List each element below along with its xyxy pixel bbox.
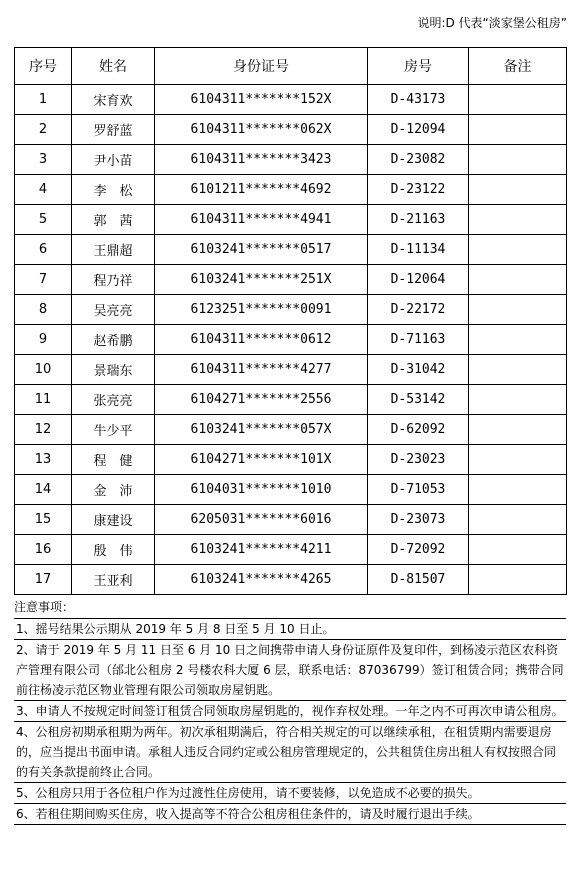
table-row (15, 85, 567, 115)
cell-name: 程 健 (72, 445, 155, 475)
notice-item: 1、摇号结果公示期从 2019 年 5 月 8 日至 5 月 10 日止。 (14, 619, 566, 640)
cell-id: 6104311*******152X (155, 85, 368, 115)
cell-name: 赵希鹏 (72, 325, 155, 355)
cell-room: D-71163 (368, 325, 469, 355)
cell-room: D-23122 (368, 175, 469, 205)
allocation-table (14, 47, 567, 595)
cell-no: 13 (15, 445, 72, 475)
cell-no: 10 (15, 355, 72, 385)
notice-item: 4、公租房初期承租期为两年。初次承租期满后，符合相关规定的可以继续承租，在租赁期内需要退房的，应当提出书面申请。承租人违反合同约定或公租房管理规定的，公共租赁住房出租人有权按照合同的有关条款提前终止合同。 (14, 722, 566, 783)
cell-id: 6104311*******3423 (155, 145, 368, 175)
cell-room: D-11134 (368, 235, 469, 265)
cell-remark (469, 205, 567, 235)
table-row (15, 535, 567, 565)
cell-no: 17 (15, 565, 72, 595)
cell-room: D-81507 (368, 565, 469, 595)
cell-no: 11 (15, 385, 72, 415)
cell-id: 6103241*******0517 (155, 235, 368, 265)
cell-id: 6104271*******101X (155, 445, 368, 475)
cell-name: 罗舒蓝 (72, 115, 155, 145)
cell-room: D-23073 (368, 505, 469, 535)
header-id: 身份证号 (155, 48, 368, 85)
cell-name: 王鼎超 (72, 235, 155, 265)
cell-name: 尹小苗 (72, 145, 155, 175)
cell-name: 程乃祥 (72, 265, 155, 295)
cell-room: D-72092 (368, 535, 469, 565)
cell-no: 15 (15, 505, 72, 535)
cell-remark (469, 85, 567, 115)
cell-no: 12 (15, 415, 72, 445)
cell-remark (469, 355, 567, 385)
header-no: 序号 (15, 48, 72, 85)
cell-no: 7 (15, 265, 72, 295)
cell-room: D-23023 (368, 445, 469, 475)
table-row (15, 565, 567, 595)
table-row (15, 145, 567, 175)
cell-remark (469, 115, 567, 145)
cell-remark (469, 415, 567, 445)
cell-room: D-71053 (368, 475, 469, 505)
cell-room: D-21163 (368, 205, 469, 235)
table-row (15, 415, 567, 445)
cell-id: 6104271*******2556 (155, 385, 368, 415)
cell-no: 6 (15, 235, 72, 265)
cell-id: 6123251*******0091 (155, 295, 368, 325)
cell-remark (469, 325, 567, 355)
cell-room: D-22172 (368, 295, 469, 325)
cell-name: 牛少平 (72, 415, 155, 445)
cell-room: D-62092 (368, 415, 469, 445)
cell-no: 1 (15, 85, 72, 115)
cell-room: D-43173 (368, 85, 469, 115)
cell-no: 5 (15, 205, 72, 235)
notice-item: 2、请于 2019 年 5 月 11 日至 6 月 10 日之间携带申请人身份证原件及复印件，到杨凌示范区农科资产管理有限公司（邰北公租房 2 号楼农科大厦 6 层，联系电话：87036799）签订租赁合同；携带合同前往杨凌示范区物业管理有限公司领取房屋钥匙。 (14, 640, 566, 701)
cell-id: 6104311*******4277 (155, 355, 368, 385)
notices-section (14, 597, 566, 825)
cell-no: 8 (15, 295, 72, 325)
cell-name: 康建设 (72, 505, 155, 535)
cell-remark (469, 475, 567, 505)
cell-no: 4 (15, 175, 72, 205)
cell-remark (469, 295, 567, 325)
table-body (15, 85, 567, 595)
cell-name: 宋育欢 (72, 85, 155, 115)
table-row (15, 325, 567, 355)
cell-id: 6101211*******4692 (155, 175, 368, 205)
cell-id: 6103241*******251X (155, 265, 368, 295)
cell-room: D-12094 (368, 115, 469, 145)
notice-item: 5、公租房只用于各位租户作为过渡性住房使用，请不要装修，以免造成不必要的损失。 (14, 783, 566, 804)
cell-remark (469, 145, 567, 175)
cell-id: 6103241*******057X (155, 415, 368, 445)
table-row (15, 205, 567, 235)
cell-id: 6103241*******4265 (155, 565, 368, 595)
cell-remark (469, 535, 567, 565)
cell-id: 6103241*******4211 (155, 535, 368, 565)
cell-no: 16 (15, 535, 72, 565)
cell-id: 6104311*******062X (155, 115, 368, 145)
table-row (15, 295, 567, 325)
cell-room: D-12064 (368, 265, 469, 295)
cell-name: 金 沛 (72, 475, 155, 505)
cell-remark (469, 385, 567, 415)
cell-room: D-23082 (368, 145, 469, 175)
notices-title: 注意事项： (14, 597, 566, 619)
cell-remark (469, 505, 567, 535)
cell-remark (469, 445, 567, 475)
table-row (15, 265, 567, 295)
header-remark: 备注 (469, 48, 567, 85)
cell-name: 吴亮亮 (72, 295, 155, 325)
cell-remark (469, 175, 567, 205)
table-row (15, 235, 567, 265)
table-row (15, 475, 567, 505)
table-row (15, 115, 567, 145)
cell-id: 6104311*******4941 (155, 205, 368, 235)
header-note: 说明:D 代表“淡家堡公租房” (417, 16, 567, 30)
notice-item: 3、申请人不按规定时间签订租赁合同领取房屋钥匙的，视作弃权处理。一年之内不可再次申请公租房。 (14, 701, 566, 722)
notice-item: 6、若租住期间购买住房，收入提高等不符合公租房租住条件的，请及时履行退出手续。 (14, 804, 566, 825)
cell-remark (469, 235, 567, 265)
table-row (15, 445, 567, 475)
cell-name: 李 松 (72, 175, 155, 205)
cell-room: D-53142 (368, 385, 469, 415)
header-name: 姓名 (72, 48, 155, 85)
cell-id: 6104031*******1010 (155, 475, 368, 505)
cell-id: 6104311*******0612 (155, 325, 368, 355)
cell-no: 2 (15, 115, 72, 145)
cell-name: 王亚利 (72, 565, 155, 595)
cell-no: 14 (15, 475, 72, 505)
cell-remark (469, 265, 567, 295)
table-row (15, 505, 567, 535)
cell-name: 郭 茜 (72, 205, 155, 235)
cell-name: 景瑞东 (72, 355, 155, 385)
table-header-row (15, 48, 567, 85)
table-row (15, 355, 567, 385)
cell-name: 张亮亮 (72, 385, 155, 415)
cell-room: D-31042 (368, 355, 469, 385)
table-row (15, 175, 567, 205)
notices-list (14, 619, 566, 825)
cell-no: 3 (15, 145, 72, 175)
table-row (15, 385, 567, 415)
cell-no: 9 (15, 325, 72, 355)
cell-id: 6205031*******6016 (155, 505, 368, 535)
header-room: 房号 (368, 48, 469, 85)
cell-remark (469, 565, 567, 595)
cell-name: 殷 伟 (72, 535, 155, 565)
